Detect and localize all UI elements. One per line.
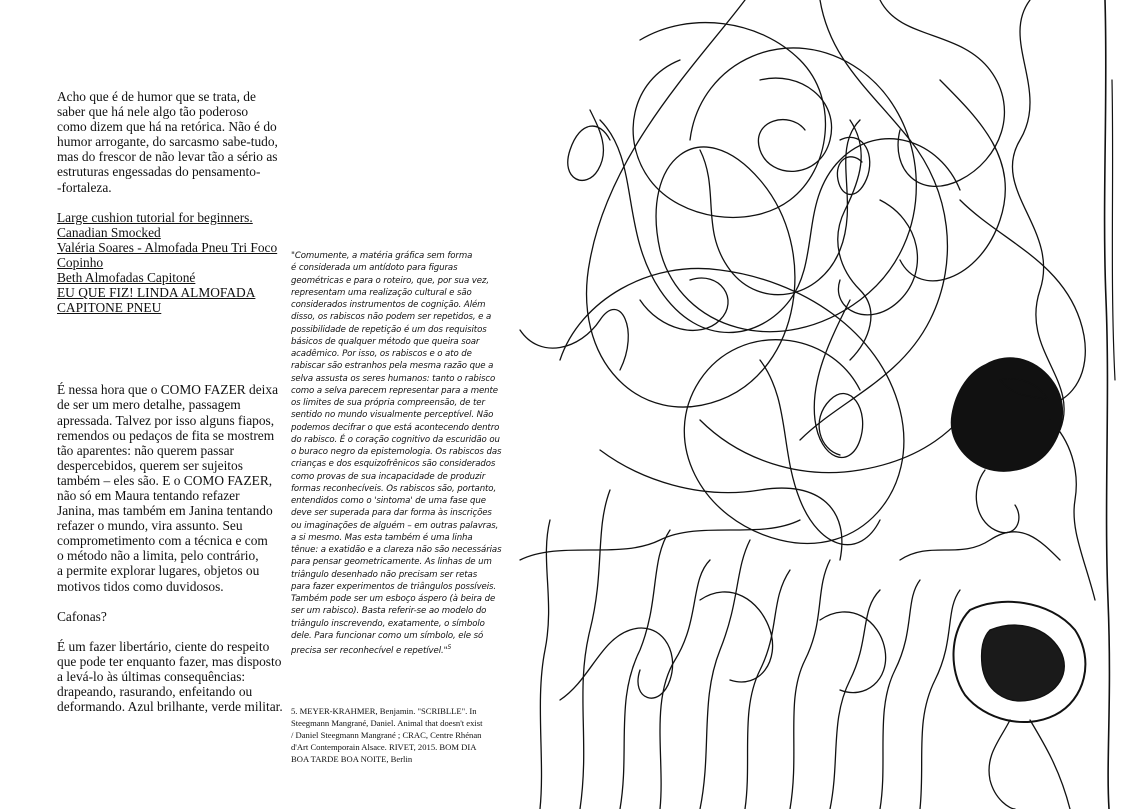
link-canadian-smocked[interactable]: Canadian Smocked — [57, 224, 161, 240]
quote-line-last — [291, 642, 523, 657]
scribble-stroke — [600, 120, 960, 333]
quote-line: selva assusta os seres humanos: tanto o rabisco — [291, 373, 496, 384]
scribble-stroke — [830, 590, 880, 809]
quote-line: crianças e dos esquizofrênicos são considerados — [291, 459, 496, 470]
text-line: mas do frescor de não levar tão a sério as — [57, 149, 278, 165]
text-line: motivos tidos como duvidosos. — [57, 578, 224, 594]
scribble-drawing — [510, 0, 1140, 809]
question-line: Cafonas? — [57, 608, 107, 624]
left-text-column — [57, 89, 292, 714]
quote-line: entendidos como o 'sintoma' de uma fase que — [291, 496, 486, 506]
scribble-stroke — [1112, 80, 1115, 380]
quote-line: os limites de sua própria compreensão, de ter — [291, 398, 485, 408]
scribble-stroke — [640, 278, 728, 330]
scribble-stroke — [633, 23, 825, 218]
text-line: deformando. Azul brilhante, verde militar. — [57, 699, 283, 715]
quote-line: precisa ser reconhecível e repetível." — [291, 645, 448, 656]
scribble-stroke — [700, 540, 750, 809]
scribble-stroke — [700, 120, 860, 295]
quote-line: deve ser superada para dar forma às inscrições — [291, 508, 492, 519]
tutorial-links — [57, 210, 292, 316]
quote-line: a si mesmo. Mas esta também é uma linha — [291, 532, 473, 543]
quote-line: ou imaginações de alguém – em outras palavras, — [291, 520, 499, 531]
text-line: É um fazer libertário, ciente do respeito — [57, 638, 270, 654]
scribble-stroke — [540, 520, 550, 809]
quote-line: "Comumente, a matéria gráfica sem forma — [291, 251, 473, 261]
scribble-stroke — [580, 490, 610, 809]
quote-line: como provas de sua incapacidade de produzir — [291, 471, 486, 482]
scribble-stroke — [700, 390, 980, 473]
quote-line: dele. Para funcionar como um símbolo, ele só — [291, 630, 484, 641]
scribble-blob — [982, 625, 1065, 701]
footnote-line: / Daniel Steegmann Mangrané ; CRAC, Centre Rhénan — [291, 730, 482, 741]
text-line: remendos ou pedaços de fita se mostrem — [57, 427, 275, 443]
footnote-line: Steegmann Mangrané, Daniel. Animal that doesn't exist — [291, 718, 483, 729]
footnote-line: BOA TARDE BOA NOITE, Berlin — [291, 754, 413, 765]
quote-block — [291, 250, 523, 657]
text-line: apressada. Talvez por isso alguns fiapos, — [57, 412, 275, 428]
scribble-stroke — [700, 592, 773, 682]
footnote-line: 5. MEYER-KRAHMER, Benjamin. "SCRIBLLE". In — [291, 706, 477, 716]
scribble-stroke — [1030, 720, 1070, 809]
quote-line: representam uma realização cultural e são — [291, 287, 472, 298]
text-line: saber que há nele algo tão poderoso — [57, 104, 249, 120]
quote-line: tênue: a exatidão e a clareza não são necessárias — [291, 545, 502, 555]
quote-line: o buraco negro da epistemologia. Os rabiscos das — [291, 447, 502, 457]
quote-line: podemos decifrar o que está acontecendo dentro — [291, 422, 500, 433]
intro-paragraph — [57, 89, 292, 195]
closing-paragraph — [57, 639, 292, 714]
quote-line: triângulo inscrevendo, exatamente, o símbolo — [291, 618, 485, 629]
text-line: despercebidos, querem ser sujeitos — [57, 457, 243, 473]
scribble-stroke — [1105, 0, 1110, 809]
quote-line: triângulo desenhado não precisam ser retas — [291, 569, 478, 580]
quote-line: ser um rabisco). Basta referir-se ao modelo do — [291, 606, 487, 617]
quote-line: rabiscar são estranhos pela mesma razão que a — [291, 361, 494, 372]
scribble-blob — [951, 358, 1062, 471]
scribble-stroke — [880, 0, 1004, 186]
link-capitone-pneu[interactable]: CAPITONE PNEU — [57, 300, 162, 316]
scribble-stroke — [660, 560, 710, 809]
scribble-stroke — [920, 590, 960, 809]
text-line: Janina, mas também em Janina tentando — [57, 503, 273, 519]
scribble-stroke — [790, 560, 830, 809]
scribble-stroke — [745, 570, 790, 809]
scribble-stroke — [760, 360, 880, 545]
text-line: que pode ter enquanto fazer, mas disposto — [57, 653, 282, 669]
text-line: tão aparentes: não querem passar — [57, 442, 234, 458]
scribble-stroke — [814, 300, 862, 457]
quote-line: básicos de qualquer método que queira soar — [291, 336, 480, 347]
text-line: drapeando, rasurando, enfeitando ou — [57, 684, 253, 699]
scribble-stroke — [560, 628, 673, 700]
quote-line: sentido no mundo visualmente perceptível. Não — [291, 410, 494, 421]
text-line: o método não a limita, pelo contrário, — [57, 548, 259, 564]
link-beth-almofadas[interactable]: Beth Almofadas Capitoné — [57, 270, 196, 286]
text-line: a levá-lo às últimas consequências: — [57, 668, 246, 684]
quote-line: Também pode ser um esboço áspero (à beira de — [291, 594, 496, 604]
link-eu-que-fiz[interactable]: EU QUE FIZ! LINDA ALMOFADA — [57, 285, 256, 301]
quote-line: para pensar geometricamente. As linhas de um — [291, 557, 492, 568]
text-line: de ser um mero detalhe, passagem — [57, 397, 241, 413]
link-valeria-soares[interactable]: Valéria Soares - Almofada Pneu Tri Foco — [57, 239, 278, 255]
link-copinho[interactable]: Copinho — [57, 254, 104, 270]
text-line: -fortaleza. — [57, 179, 112, 195]
quote-line: considerados instrumentos de cognição. Além — [291, 300, 486, 310]
text-line: refazer o mundo, vira assunto. Seu — [57, 518, 243, 534]
footnote-line: d'Art Contemporain Alsace. RIVET, 2015. BOM DIA — [291, 742, 477, 753]
text-line: humor arrogante, do sarcasmo sabe-tudo, — [57, 134, 278, 150]
scribble-stroke — [900, 532, 1060, 560]
quote-line: como a selva parecem representar para a mente — [291, 385, 498, 396]
scribble-stroke — [520, 310, 628, 370]
scribble-stroke — [989, 720, 1015, 809]
scribble-stroke — [620, 530, 670, 809]
text-line: estruturas engessadas do pensamento- — [57, 164, 261, 180]
scribble-stroke — [976, 470, 1019, 533]
text-line: É nessa hora que o COMO FAZER deixa — [57, 382, 279, 398]
text-line: a permite explorar lugares, objetos ou — [57, 563, 260, 579]
scribble-stroke — [838, 200, 917, 315]
scribble-stroke — [837, 137, 869, 194]
text-line: não só em Maura tentando refazer — [57, 487, 240, 503]
footnote — [291, 705, 513, 765]
scribble-stroke — [1050, 420, 1095, 600]
body-paragraph — [57, 382, 292, 593]
quote-line: acadêmico. Por isso, os rabiscos e o ato de — [291, 349, 472, 359]
link-large-cushion-tutorial[interactable]: Large cushion tutorial for beginners. — [57, 209, 253, 225]
text-line: como dizem que há na retórica. Não é do — [57, 119, 277, 135]
quote-line: geométricas e para o roteiro, que, por sua vez, — [291, 275, 489, 286]
quote-line: é considerada um antídoto para figuras — [291, 263, 458, 274]
quote-line: disso, os rabiscos não podem ser repetidos, e a — [291, 312, 492, 323]
text-line: comprometimento com a técnica e com — [57, 533, 268, 549]
quote-line: para fazer experimentos de triângulos possíveis. — [291, 581, 497, 592]
quote-line: do rabisco. É o coração cognitivo da escuridão ou — [291, 434, 500, 445]
scribble-stroke — [820, 612, 886, 693]
quote-line: possibilidade de repetição é um dos requisitos — [291, 324, 487, 335]
scribble-stroke — [880, 580, 920, 809]
quote-line: formas reconhecíveis. Os rabiscos são, portanto, — [291, 483, 497, 494]
scribble-stroke — [568, 110, 610, 180]
text-line: também – eles são. E o COMO FAZER, — [57, 472, 273, 488]
text-line: Acho que é de humor que se trata, de — [57, 89, 256, 104]
scribble-stroke — [800, 0, 947, 440]
footnote-ref[interactable]: 5 — [447, 644, 452, 651]
